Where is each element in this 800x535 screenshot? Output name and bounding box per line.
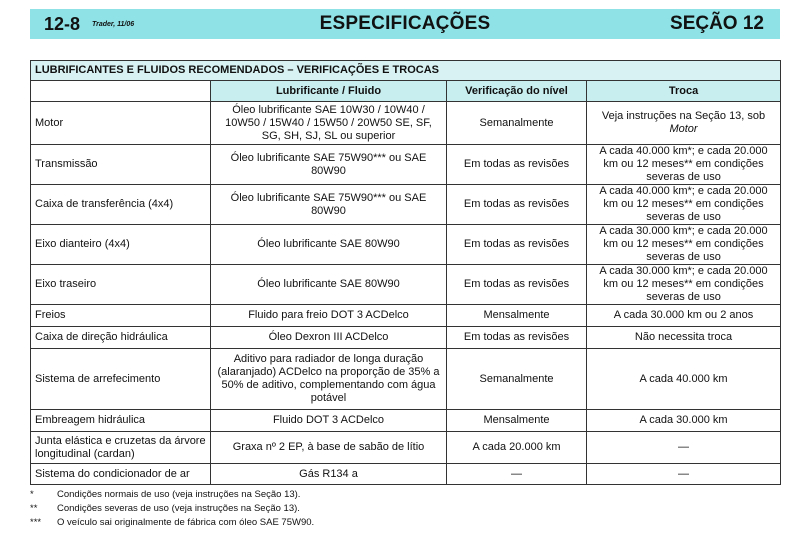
row-change: A cada 30.000 km ou 2 anos	[587, 305, 781, 327]
table-row	[31, 265, 781, 305]
row-change	[587, 102, 781, 145]
row-check: Mensalmente	[447, 410, 587, 432]
row-name: Sistema do condicionador de ar	[31, 464, 211, 485]
table-row	[31, 185, 781, 225]
table-caption: LUBRIFICANTES E FLUIDOS RECOMENDADOS – VERIFICAÇÕES E TROCAS	[31, 61, 781, 81]
row-fluid: Óleo lubrificante SAE 80W90	[211, 265, 447, 305]
column-header-item	[31, 81, 211, 102]
row-change: A cada 40.000 km*; e cada 20.000 km ou 12 meses** em condições severas de uso	[587, 185, 781, 225]
table-row	[31, 410, 781, 432]
page-number: 12-8	[44, 14, 81, 34]
row-name: Eixo dianteiro (4x4)	[31, 225, 211, 265]
column-header-fluid: Lubrificante / Fluido	[211, 81, 447, 102]
row-fluid: Aditivo para radiador de longa duração (alaranjado) ACDelco na proporção de 35% a 50% de aditivo, complementando com água potável	[211, 349, 447, 410]
specifications-table	[30, 60, 781, 485]
page-title: ESPECIFICAÇÕES	[319, 13, 491, 34]
row-check: Semanalmente	[447, 102, 587, 145]
row-check: Em todas as revisões	[447, 265, 587, 305]
row-fluid: Óleo lubrificante SAE 80W90	[211, 225, 447, 265]
row-change: Não necessita troca	[587, 327, 781, 349]
row-check: Em todas as revisões	[447, 327, 587, 349]
row-name: Motor	[31, 102, 211, 145]
row-fluid: Gás R134 a	[211, 464, 447, 485]
footnote	[30, 502, 314, 516]
row-fluid: Fluido DOT 3 ACDelco	[211, 410, 447, 432]
row-check: Em todas as revisões	[447, 225, 587, 265]
row-name: Caixa de transferência (4x4)	[31, 185, 211, 225]
row-change: A cada 30.000 km*; e cada 20.000 km ou 12 meses** em condições severas de uso	[587, 225, 781, 265]
table-caption-row	[31, 61, 781, 81]
row-fluid: Óleo lubrificante SAE 75W90*** ou SAE 80W90	[211, 145, 447, 185]
table-row	[31, 225, 781, 265]
row-check: Em todas as revisões	[447, 185, 587, 225]
footnote-mark: **	[30, 503, 38, 514]
row-check: —	[447, 464, 587, 485]
row-name: Eixo traseiro	[31, 265, 211, 305]
row-fluid: Graxa nº 2 EP, à base de sabão de lítio	[211, 432, 447, 464]
row-change: A cada 40.000 km	[587, 349, 781, 410]
row-change: A cada 40.000 km*; e cada 20.000 km ou 12 meses** em condições severas de uso	[587, 145, 781, 185]
footnotes	[30, 488, 314, 530]
row-check: Semanalmente	[447, 349, 587, 410]
row-check: Mensalmente	[447, 305, 587, 327]
page-header	[30, 9, 780, 39]
footnote-text: Condições severas de uso (veja instruções na Seção 13).	[57, 503, 300, 514]
row-fluid: Fluido para freio DOT 3 ACDelco	[211, 305, 447, 327]
column-header-change: Troca	[587, 81, 781, 102]
section-label: SEÇÃO 12	[670, 13, 764, 34]
row-name: Transmissão	[31, 145, 211, 185]
row-change: —	[587, 432, 781, 464]
row-change: A cada 30.000 km*; e cada 20.000 km ou 12 meses** em condições severas de uso	[587, 265, 781, 305]
row-name: Embreagem hidráulica	[31, 410, 211, 432]
row-name: Freios	[31, 305, 211, 327]
row-change-emphasis: Motor	[669, 123, 698, 135]
row-change-text: Veja instruções na Seção 13, sob	[601, 110, 766, 122]
row-fluid: Óleo Dexron III ACDelco	[211, 327, 447, 349]
table-row	[31, 349, 781, 410]
row-fluid: Óleo lubrificante SAE 75W90*** ou SAE 80W90	[211, 185, 447, 225]
table-header-row	[31, 81, 781, 102]
footnote-mark: *	[30, 489, 34, 500]
row-fluid: Óleo lubrificante SAE 10W30 / 10W40 / 10W50 / 15W40 / 15W50 / 20W50 SE, SF, SG, SH, SJ, SL ou superior	[211, 102, 447, 145]
footnote-text: Condições normais de uso (veja instruções na Seção 13).	[57, 489, 301, 500]
row-check: A cada 20.000 km	[447, 432, 587, 464]
table-row	[31, 327, 781, 349]
table-row	[31, 305, 781, 327]
row-change: —	[587, 464, 781, 485]
row-name: Sistema de arrefecimento	[31, 349, 211, 410]
table-row	[31, 464, 781, 485]
row-name: Junta elástica e cruzetas da árvore longitudinal (cardan)	[31, 432, 211, 464]
footnote-text: O veículo sai originalmente de fábrica com óleo SAE 75W90.	[57, 517, 315, 528]
footnote	[30, 516, 314, 530]
table-row	[31, 432, 781, 464]
row-change: A cada 30.000 km	[587, 410, 781, 432]
footnote-mark: ***	[30, 517, 42, 528]
table-row	[31, 102, 781, 145]
edition-label: Trader, 11/06	[92, 21, 135, 28]
row-check: Em todas as revisões	[447, 145, 587, 185]
column-header-check: Verificação do nível	[447, 81, 587, 102]
row-name: Caixa de direção hidráulica	[31, 327, 211, 349]
table-row	[31, 145, 781, 185]
footnote	[30, 488, 314, 502]
